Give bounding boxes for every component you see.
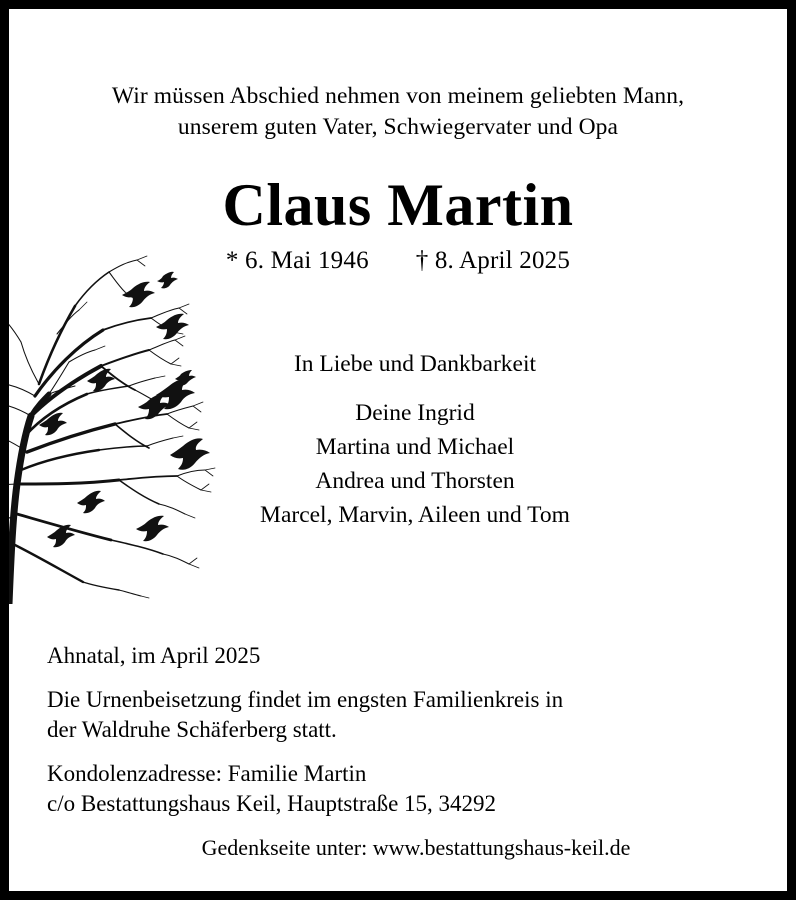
condolence-line-2: c/o Bestattungshaus Keil, Hauptstraße 15, 34292 (47, 791, 497, 816)
ceremony-info (47, 685, 757, 745)
condolence-line-1: Kondolenzadresse: Familie Martin (47, 761, 367, 786)
condolence-address (47, 759, 757, 819)
ceremony-line-2: der Waldruhe Schäferberg statt. (47, 717, 337, 742)
ceremony-line-1: Die Urnenbeisetzung findet im engsten Familienkreis in (47, 687, 564, 712)
list-item: Martina und Michael (315, 434, 515, 460)
intro-line-2: unserem guten Vater, Schwiegervater und Opa (177, 114, 619, 140)
place-and-date: Ahnatal, im April 2025 (47, 643, 261, 668)
obituary-content (9, 9, 787, 891)
death-date: † 8. April 2025 (415, 247, 571, 274)
list-item: Deine Ingrid (355, 400, 475, 426)
list-item: Andrea und Thorsten (315, 468, 515, 494)
memorial-page-link[interactable]: Gedenkseite unter: www.bestattungshaus-keil.de (201, 835, 631, 860)
obituary-inner (9, 9, 787, 891)
deceased-name: Claus Martin (222, 172, 574, 238)
list-item: Marcel, Marvin, Aileen und Tom (260, 502, 570, 528)
survivors-list (9, 396, 787, 532)
intro-line-1: Wir müssen Abschied nehmen von meinem geliebten Mann, (111, 83, 685, 109)
life-dates (9, 247, 787, 275)
birth-date: * 6. Mai 1946 (225, 247, 369, 274)
dedication-text: In Liebe und Dankbarkeit (293, 351, 537, 377)
intro-text (9, 9, 787, 143)
footer-details (47, 641, 757, 863)
